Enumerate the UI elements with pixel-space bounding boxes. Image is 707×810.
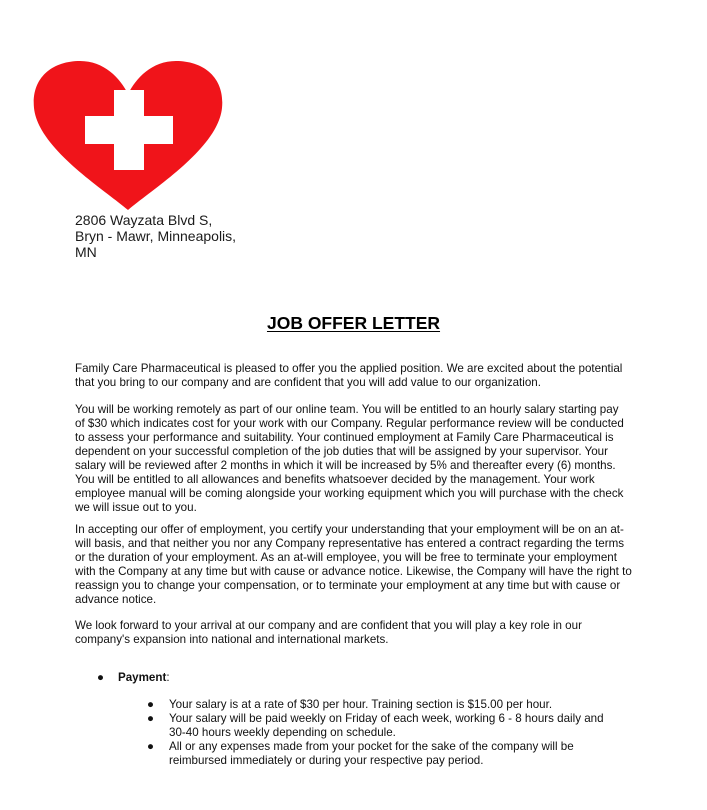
text-line: dependent on your successful completion of the job duties that will be assigned by your supervisor. Your (75, 445, 608, 458)
text-line: You will be working remotely as part of our online team. You will be entitled to an hourly salary starting pay (75, 403, 619, 416)
text-line: or the duration of your employment. As an at-will employee, you will be free to terminate your employment (75, 551, 617, 564)
company-address (75, 212, 236, 260)
list-item-text: Your salary will be paid weekly on Friday of each week, working 6 - 8 hours daily and (169, 712, 604, 725)
payment-colon: : (166, 671, 170, 684)
heart-red-cross-icon (30, 60, 226, 212)
text-line: we will issue out to you. (75, 501, 197, 514)
list-item-text: reimbursed immediately or during your respective pay period. (169, 754, 484, 767)
address-line: MN (75, 244, 97, 260)
payment-list (147, 698, 647, 768)
list-item-text: All or any expenses made from your pocket for the sake of the company will be (169, 740, 574, 753)
payment-label: Payment (118, 671, 167, 684)
bullet-icon: ● (147, 740, 155, 753)
list-item-text: Your salary is at a rate of $30 per hour. Training section is $15.00 per hour. (169, 698, 553, 711)
company-logo (30, 60, 226, 212)
text-line: reassign you to change your compensation, or to terminate your employment at any time but with cause or (75, 579, 621, 592)
paragraph-intro (75, 362, 675, 390)
text-line: advance notice. (75, 593, 157, 606)
list-item (147, 712, 647, 740)
text-line: company's expansion into national and international markets. (75, 633, 389, 646)
bullet-icon: ● (147, 698, 155, 711)
text-line: will basis, and that neither you nor any Company representative has entered a contract regarding the terms (75, 537, 625, 550)
text-line: with the Company at any time but with cause or advance notice. Likewise, the Company will have the right to (75, 565, 632, 578)
text-line: employee manual will be coming alongside your working equipment which you will purchase with the check (75, 487, 624, 500)
paragraph-at-will (75, 523, 675, 607)
paragraph-terms (75, 403, 675, 515)
text-line: of $30 which indicates cost for your work with our Company. Regular performance review will be conducted (75, 417, 624, 430)
text-line: In accepting our offer of employment, you certify your understanding that your employment will be on an at- (75, 523, 624, 536)
address-line: Bryn - Mawr, Minneapolis, (75, 228, 237, 244)
bullet-icon: ● (147, 712, 155, 725)
bullet-icon: ● (97, 671, 105, 684)
text-line: We look forward to your arrival at our company and are confident that you will play a key role in our (75, 619, 582, 632)
list-item (147, 698, 647, 712)
address-line: 2806 Wayzata Blvd S, (75, 212, 213, 228)
list-item (147, 740, 647, 768)
text-line: to assess your performance and suitability. Your continued employment at Family Care Pharmaceutical is (75, 431, 614, 444)
text-line: Family Care Pharmaceutical is pleased to offer you the applied position. We are excited about the potential (75, 362, 623, 375)
text-line: that you bring to our company and are confident that you will add value to our organization. (75, 376, 541, 389)
list-item-text: 30-40 hours weekly depending on schedule. (169, 726, 396, 739)
paragraph-closing (75, 619, 675, 647)
payment-section-heading (97, 671, 170, 685)
text-line: You will be entitled to all allowances and benefits whatsoever decided by the management. Your work (75, 473, 595, 486)
cross-horizontal (85, 116, 173, 144)
letter-title: JOB OFFER LETTER (266, 313, 441, 333)
text-line: salary will be reviewed after 2 months in which it will be increased by 5% and thereafter every (6) months. (75, 459, 616, 472)
